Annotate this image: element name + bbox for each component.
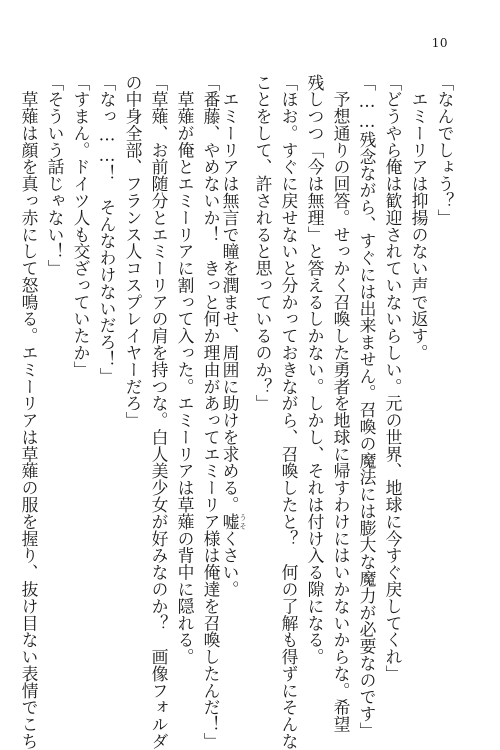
text-line-17: 草薙は顔を真っ赤にして怒鳴る。エミーリアは草薙の服を握り、抜け目ない表情でこち	[19, 74, 39, 750]
text-line-4: 「……残念ながら、すぐには出来ません。召喚の魔法には膨大な魔力が必要なのです」	[357, 74, 377, 740]
text-line-13: の中身全部、フランス人コスプレイヤーだろ」	[123, 74, 143, 429]
text-line-15: 「すまん。ドイツ人も交ざっていたか」	[71, 74, 91, 379]
page-number: 10	[431, 36, 448, 50]
ruby-reading: うそ	[239, 513, 247, 531]
text-line-1: 「なんでしょう？」	[435, 74, 455, 227]
text-line-14: 「なっ……！ そんなわけないだろ！」	[97, 74, 117, 385]
text-line-5: 予想通りの回答。せっかく召喚した勇者を地球に帰すわけにはいかないからな。希望	[331, 74, 351, 733]
text-line-9: エミーリアは無言で瞳を潤ませ、周囲に助けを求める。嘘 うそくさい。	[220, 74, 247, 598]
text-line-8: ことをして、許されると思っているのか？」	[253, 74, 273, 412]
vertical-text-body	[19, 74, 455, 750]
ruby-annotation: 嘘 うそ	[220, 513, 247, 531]
text-line-6: 残しつつ「今は無理」と答えるしかない。しかし、それは付け入る隙になる。	[305, 74, 325, 666]
text-line-16: 「そういう話じゃない！」	[45, 74, 65, 277]
text-line-2: エミーリアは抑揚のない声で返す。	[409, 74, 429, 362]
text-line-3: 「どうやら俺は歓迎されていないらしい。元の世界、地球に今すぐ戻してくれ」	[383, 74, 403, 683]
text-line-11: 草薙が俺とエミーリアに割って入った。エミーリアは草薙の背中に隠れる。	[175, 74, 195, 666]
text-line-10: 「番藤、やめないか！ きっと何か理由があってエミーリア様は俺達を召喚したんだ！」	[201, 74, 221, 750]
text-line-12: 「草薙、お前随分とエミーリアの肩を持つな。白人美少女が好みなのか？ 画像フォルダ	[149, 74, 169, 750]
text-line-7: 「ほお。すぐに戻せないと分かっておきながら、召喚したと？ 何の了解も得ずにそんな	[279, 74, 299, 750]
